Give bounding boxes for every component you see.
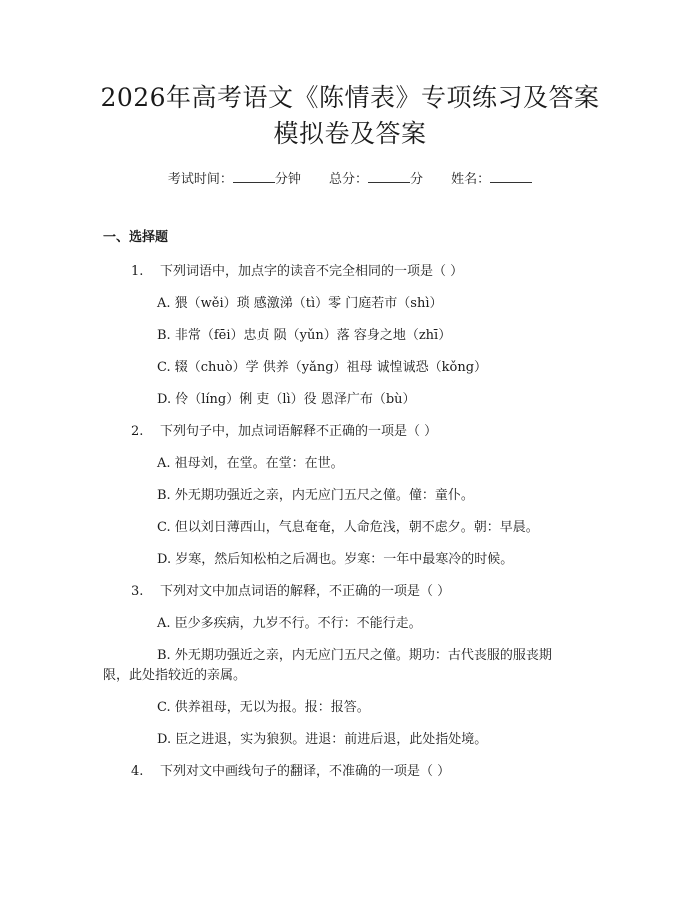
exam-time-label: 考试时间： — [167, 172, 233, 187]
name-field — [451, 168, 532, 190]
question-3-option-b-continued[interactable]: 限，此处指较近的亲属。 — [103, 668, 247, 683]
question-2-option-b[interactable]: B. 外无期功强近之亲，内无应门五尺之僮。僮：童仆。 — [157, 488, 474, 503]
question-3-option-b[interactable]: B. 外无期功强近之亲，内无应门五尺之僮。期功：古代丧服的服丧期 — [157, 648, 552, 663]
question-2 — [131, 422, 437, 442]
question-1-option-a[interactable]: A. 猥（wěi）琐 感激涕（tì）零 门庭若市（shì） — [157, 296, 443, 311]
name-label: 姓名： — [451, 172, 491, 187]
question-number: 3. — [131, 584, 144, 599]
question-2-option-a[interactable]: A. 祖母刘，在堂。在堂：在世。 — [157, 456, 344, 471]
total-score-blank[interactable] — [368, 168, 410, 183]
total-score-field — [329, 168, 423, 190]
question-3-option-a[interactable]: A. 臣少多疾病，九岁不行。不行：不能行走。 — [157, 616, 422, 631]
question-1-option-d[interactable]: D. 伶（líng）俐 吏（lì）役 恩泽广布（bù） — [157, 392, 416, 407]
question-text: 下列对文中加点词语的解释，不正确的一项是（ ） — [160, 584, 451, 599]
question-4 — [131, 762, 450, 782]
question-1-option-c[interactable]: C. 辍（chuò）学 供养（yǎng）祖母 诚惶诚恐（kǒng） — [157, 360, 488, 375]
name-blank[interactable] — [490, 168, 532, 183]
question-2-option-c[interactable]: C. 但以刘日薄西山，气息奄奄，人命危浅，朝不虑夕。朝：早晨。 — [157, 520, 539, 535]
page-subtitle: 模拟卷及答案 — [273, 119, 427, 148]
question-3-option-d[interactable]: D. 臣之进退，实为狼狈。进退：前进后退，此处指处境。 — [157, 732, 488, 747]
question-1-option-b[interactable]: B. 非常（fēi）忠贞 陨（yǔn）落 容身之地（zhī） — [157, 328, 452, 343]
section-heading: 一、选择题 — [103, 230, 169, 245]
exam-time-unit: 分钟 — [274, 172, 301, 187]
exam-time-field — [168, 168, 301, 190]
question-number: 4. — [131, 764, 144, 779]
total-score-unit: 分 — [410, 172, 424, 187]
question-text: 下列句子中，加点词语解释不正确的一项是（ ） — [160, 424, 438, 439]
question-text: 下列词语中，加点字的读音不完全相同的一项是（ ） — [160, 264, 464, 279]
question-1 — [131, 262, 463, 282]
question-2-option-d[interactable]: D. 岁寒，然后知松柏之后凋也。岁寒：一年中最寒冷的时候。 — [157, 552, 514, 567]
exam-info-row — [0, 168, 700, 190]
question-text: 下列对文中画线句子的翻译，不准确的一项是（ ） — [160, 764, 451, 779]
question-3-option-c[interactable]: C. 供养祖母，无以为报。报：报答。 — [157, 700, 370, 715]
page-title: 2026年高考语文《陈情表》专项练习及答案 — [100, 83, 600, 112]
question-3 — [131, 582, 450, 602]
total-score-label: 总分： — [328, 172, 368, 187]
question-number: 2. — [131, 424, 144, 439]
exam-time-blank[interactable] — [233, 168, 275, 183]
question-number: 1. — [131, 264, 144, 279]
